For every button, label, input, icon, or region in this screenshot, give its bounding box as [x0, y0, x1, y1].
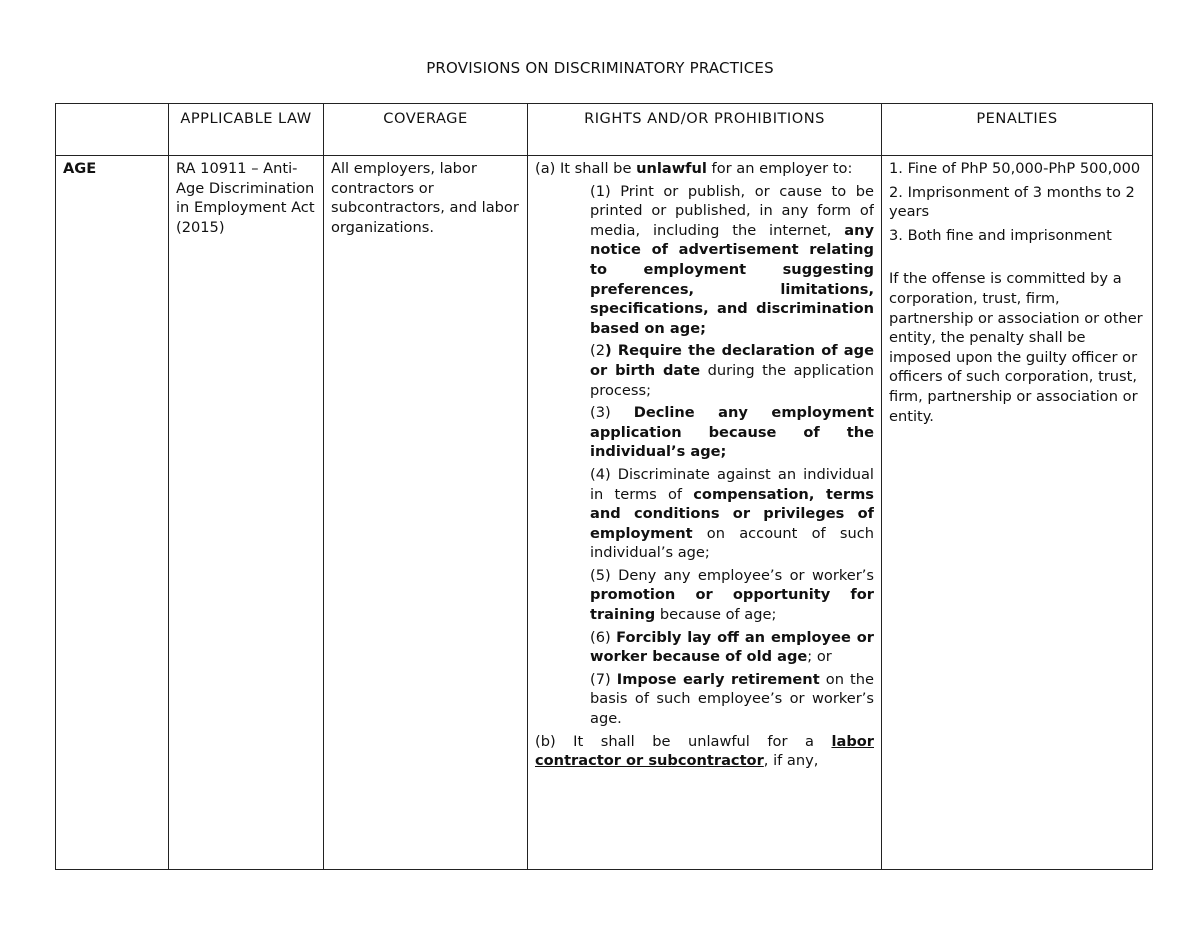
- rights-intro-a-tail: for an employer to:: [706, 160, 853, 177]
- rights-intro-a: [535, 159, 874, 179]
- penalties-cell: [882, 156, 1153, 870]
- prohibition-item-3: [590, 403, 874, 462]
- prohibition-item-4: [590, 465, 874, 563]
- rights-intro-a-text: (a) It shall be: [535, 160, 637, 177]
- header-category: [56, 104, 169, 156]
- header-penalties: PENALTIES: [882, 104, 1153, 156]
- item-2-bold: ) Require the declaration of age or birth date: [590, 342, 874, 379]
- header-coverage: COVERAGE: [324, 104, 528, 156]
- penalty-note: If the offense is committed by a corporation, trust, firm, partnership or association or other entity, the penalty shall be imposed upon the guilty officer or officers of such corporation, trust, firm, partnership or association or entity.: [889, 270, 1143, 425]
- prohibition-item-1: [590, 182, 874, 339]
- item-5-text: (5) Deny any employee’s or worker’s: [590, 566, 874, 584]
- penalty-item-3: 3. Both fine and imprisonment: [889, 226, 1112, 244]
- item-2-text: (2: [590, 342, 605, 360]
- rights-intro-a-bold: unlawful: [636, 160, 707, 177]
- coverage-text: All employers, labor contractors or subcontractors, and labor organizations.: [331, 160, 519, 236]
- rights-intro-b: [535, 732, 874, 771]
- item-2-tail: during the application process;: [590, 361, 874, 399]
- rights-content: [535, 159, 874, 867]
- item-3-bold: Decline any employment application because of the individual’s age;: [590, 404, 874, 461]
- item-7-bold: Impose early retirement: [616, 670, 820, 688]
- rights-intro-b-underlined: labor contractor or subcontractor: [535, 732, 874, 770]
- header-rights-prohibitions: RIGHTS AND/OR PROHIBITIONS: [528, 104, 882, 156]
- prohibition-item-6: [590, 628, 874, 667]
- item-6-bold: Forcibly lay off an employee or worker because of old age: [590, 628, 874, 666]
- rights-intro-b-text: (b) It shall be unlawful for a: [535, 732, 832, 750]
- item-5-tail: because of age;: [655, 606, 777, 624]
- prohibition-item-5: [590, 566, 874, 625]
- item-7-text: (7): [590, 670, 617, 688]
- rights-intro-b-tail: , if any,: [763, 752, 819, 770]
- provisions-table: [55, 103, 1153, 870]
- table-header-row: [56, 104, 1153, 156]
- item-6-tail: ; or: [807, 648, 832, 666]
- table-row: [56, 156, 1153, 870]
- penalty-item-2: 2. Imprisonment of 3 months to 2 years: [889, 183, 1135, 221]
- item-7-tail: on the basis of such employee’s or worker’s age.: [590, 670, 874, 728]
- document-title: PROVISIONS ON DISCRIMINATORY PRACTICES: [426, 59, 774, 77]
- category-cell: [56, 156, 169, 870]
- item-4-text: (4) Discriminate against an individual in terms of: [590, 465, 874, 503]
- item-1-text: (1) Print or publish, or cause to be printed or published, in any form of media, including the internet,: [590, 182, 874, 239]
- item-5-bold: promotion or opportunity for training: [590, 586, 874, 624]
- applicable-law-cell: [169, 156, 324, 870]
- rights-cell: [528, 156, 882, 870]
- prohibition-item-2: [590, 341, 874, 400]
- coverage-cell: [324, 156, 528, 870]
- item-6-text: (6): [590, 628, 617, 646]
- item-4-bold: compensation, terms and conditions or privileges of employment: [590, 485, 874, 542]
- header-applicable-law: APPLICABLE LAW: [169, 104, 324, 156]
- item-1-bold: any notice of advertisement relating to employment suggesting preferences, limitations, specifications, and discrimination based on age;: [590, 221, 874, 337]
- prohibition-item-7: [590, 670, 874, 729]
- category-label: AGE: [63, 160, 97, 177]
- penalty-item-1: 1. Fine of PhP 50,000-PhP 500,000: [889, 160, 1141, 177]
- law-text: RA 10911 – Anti-Age Discrimination in Employment Act (2015): [176, 160, 315, 236]
- item-4-tail: on account of such individual’s age;: [590, 524, 874, 562]
- item-3-text: (3): [590, 404, 634, 422]
